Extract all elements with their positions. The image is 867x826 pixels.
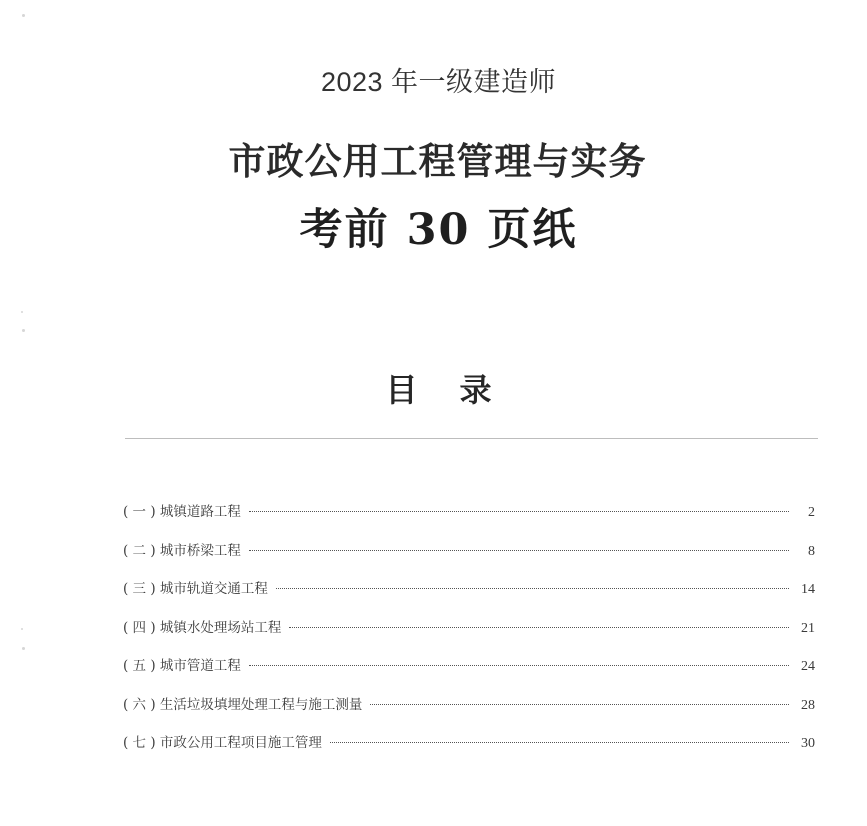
toc-leader-dots [370, 704, 789, 705]
toc-leader-dots [249, 511, 789, 512]
toc-item[interactable] [123, 616, 815, 655]
toc-item[interactable] [123, 577, 815, 616]
toc-leader-dots [249, 665, 789, 666]
toc-item-label: ( 三 ) 城市轨道交通工程 [123, 581, 268, 597]
exam-subtitle: 2023 年一级建造师 [320, 67, 557, 97]
scan-speck [22, 647, 25, 650]
toc-leader-dots [249, 550, 789, 551]
toc-item-page: 24 [801, 659, 815, 674]
toc-leader-dots [289, 627, 789, 628]
toc-item-label: ( 四 ) 城镇水处理场站工程 [123, 619, 282, 636]
toc-item-label: ( 一 ) 城镇道路工程 [123, 504, 241, 520]
toc-item-page: 14 [801, 582, 815, 597]
toc-item-label: ( 二 ) 城市桥梁工程 [123, 542, 241, 559]
toc-leader-dots [276, 588, 789, 589]
toc-heading: 目录 [385, 371, 534, 409]
toc-item[interactable] [123, 654, 815, 693]
toc-item-label: ( 六 ) 生活垃圾填埋处理工程与施工测量 [123, 696, 363, 713]
toc-item-label: ( 五 ) 城市管道工程 [123, 658, 241, 674]
scan-speck [21, 311, 23, 313]
toc-item-page: 8 [808, 543, 815, 559]
toc-item-page: 30 [801, 736, 815, 751]
toc-item[interactable] [123, 500, 815, 539]
toc-item[interactable] [123, 693, 815, 732]
book-title: 市政公用工程管理与实务 [228, 140, 647, 183]
table-of-contents [123, 500, 815, 770]
toc-leader-dots [330, 742, 789, 743]
toc-item-page: 21 [801, 620, 815, 636]
toc-item-label: ( 七 ) 市政公用工程项目施工管理 [123, 735, 322, 751]
toc-item-page: 28 [801, 697, 815, 713]
divider [125, 438, 818, 439]
scan-speck [22, 14, 25, 17]
toc-item[interactable] [123, 539, 815, 578]
scan-speck [22, 329, 25, 332]
toc-item-page: 2 [808, 505, 815, 520]
toc-item[interactable] [123, 731, 815, 770]
scan-speck [21, 628, 23, 630]
book-subtitle: 考前 30 页纸 [299, 205, 578, 255]
